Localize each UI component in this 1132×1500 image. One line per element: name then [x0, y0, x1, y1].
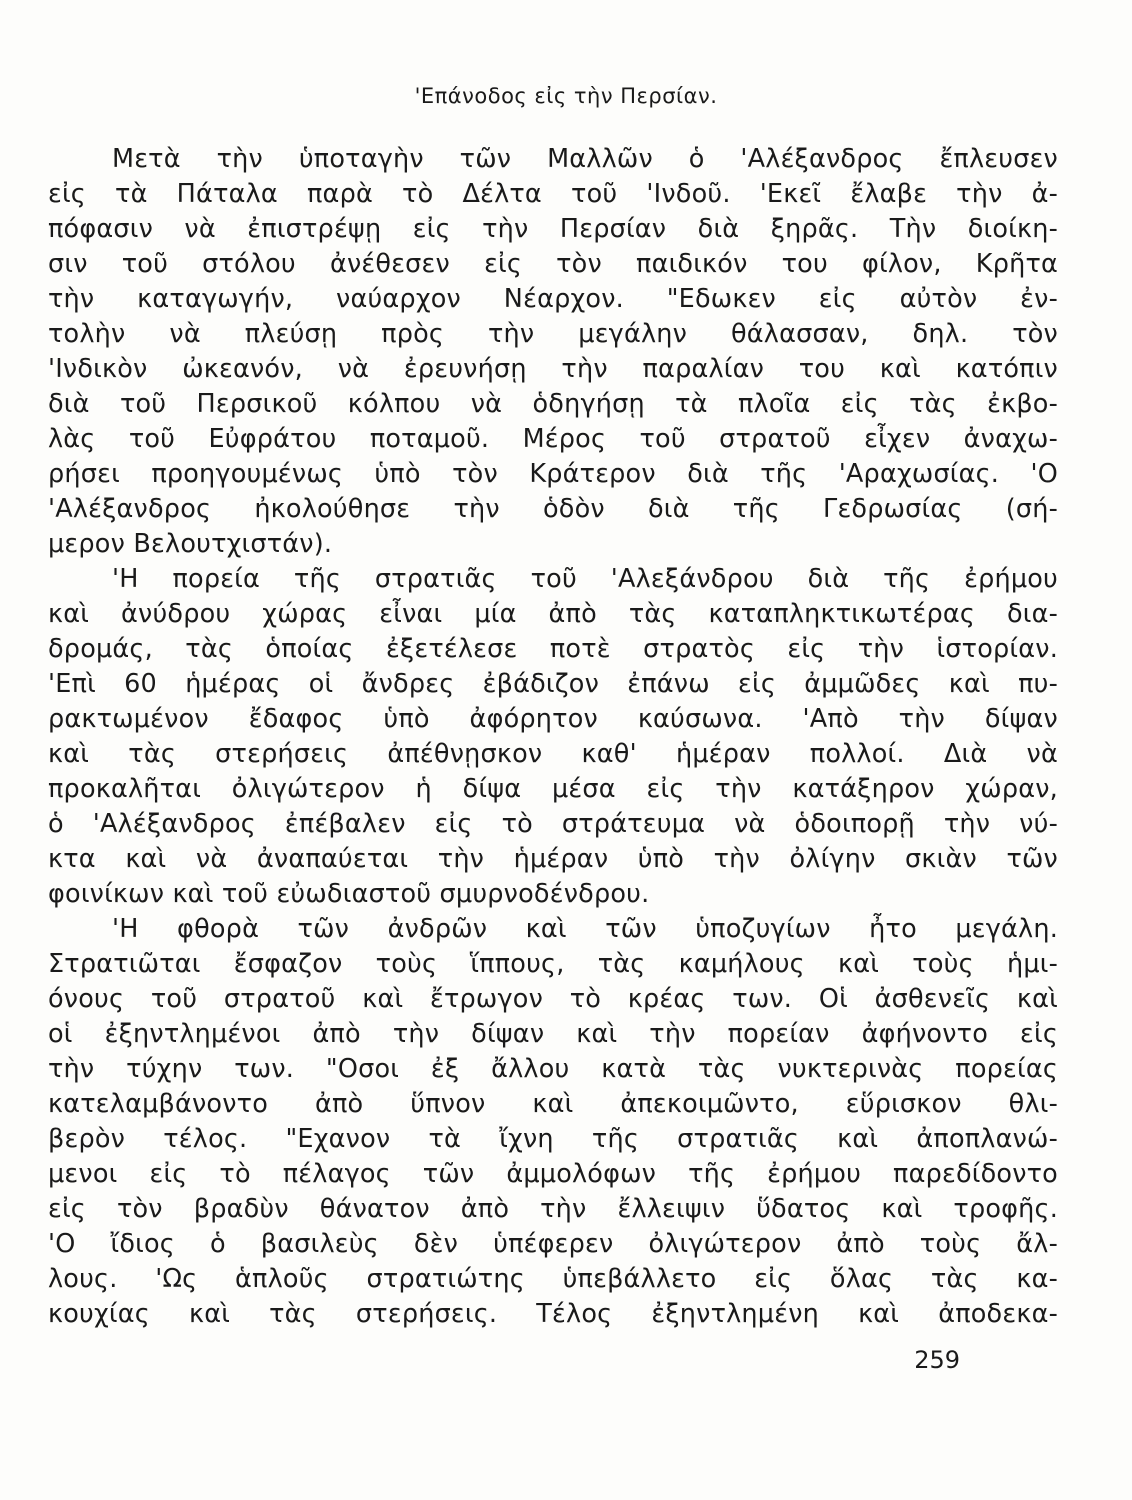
text-line: πόφασιν νὰ ἐπιστρέψῃ εἰς τὴν Περσίαν διὰ ξηρᾶς. Τὴν διοίκη- — [48, 214, 1058, 244]
text-line: τολὴν νὰ πλεύσῃ πρὸς τὴν μεγάλην θάλασσαν, δηλ. τὸν — [48, 319, 1058, 349]
text-line: διὰ τοῦ Περσικοῦ κόλπου νὰ ὁδηγήσῃ τὰ πλοῖα εἰς τὰς ἐκβο- — [48, 389, 1058, 419]
text-line: μερον Βελουτχιστάν). — [48, 529, 333, 559]
text-line: οἱ ἐξηντλημένοι ἀπὸ τὴν δίψαν καὶ τὴν πορείαν ἀφήνοντο εἰς — [48, 1019, 1058, 1049]
text-line: μενοι εἰς τὸ πέλαγος τῶν ἀμμολόφων τῆς ἐρήμου παρεδίδοντο — [48, 1159, 1058, 1189]
text-line: ὁ 'Αλέξανδρος ἐπέβαλεν εἰς τὸ στράτευμα νὰ ὁδοιπορῇ τὴν νύ- — [48, 809, 1058, 839]
text-line: προκαλῆται ὀλιγώτερον ἡ δίψα μέσα εἰς τὴν κατάξηρον χώραν, — [48, 774, 1058, 804]
page-number: 259 — [914, 1346, 960, 1374]
body-text — [48, 142, 1058, 1332]
text-line: 'Ινδικὸν ὠκεανόν, νὰ ἐρευνήσῃ τὴν παραλίαν του καὶ κατόπιν — [48, 354, 1058, 384]
text-line: 'Επὶ 60 ἡμέρας οἱ ἄνδρες ἐβάδιζον ἐπάνω εἰς ἀμμῶδες καὶ πυ- — [48, 669, 1058, 699]
text-line: εἰς τὰ Πάταλα παρὰ τὸ Δέλτα τοῦ 'Ινδοῦ. 'Εκεῖ ἔλαβε τὴν ἀ- — [48, 179, 1058, 209]
text-line: κτα καὶ νὰ ἀναπαύεται τὴν ἡμέραν ὑπὸ τὴν ὀλίγην σκιὰν τῶν — [48, 844, 1058, 874]
text-line: βερὸν τέλος. "Εχανον τὰ ἴχνη τῆς στρατιᾶς καὶ ἀποπλανώ- — [48, 1124, 1058, 1154]
text-line: καὶ ἀνύδρου χώρας εἶναι μία ἀπὸ τὰς καταπληκτικωτέρας δια- — [48, 599, 1058, 629]
text-line: 'Η πορεία τῆς στρατιᾶς τοῦ 'Αλεξάνδρου διὰ τῆς ἐρήμου — [112, 564, 1058, 594]
text-line: ρήσει προηγουμένως ὑπὸ τὸν Κράτερον διὰ τῆς 'Αραχωσίας. 'Ο — [48, 459, 1058, 489]
text-line: τὴν καταγωγήν, ναύαρχον Νέαρχον. "Εδωκεν εἰς αὐτὸν ἐν- — [48, 284, 1058, 314]
text-line: λὰς τοῦ Εὐφράτου ποταμοῦ. Μέρος τοῦ στρατοῦ εἶχεν ἀναχω- — [48, 424, 1058, 454]
running-head: 'Επάνοδος εἰς τὴν Περσίαν. — [414, 84, 718, 108]
text-line: κατελαμβάνοντο ἀπὸ ὕπνον καὶ ἀπεκοιμῶντο, εὕρισκον θλι- — [48, 1089, 1058, 1119]
text-line: 'Η φθορὰ τῶν ἀνδρῶν καὶ τῶν ὑποζυγίων ἦτο μεγάλη. — [112, 914, 1058, 944]
text-line: 'Ο ἴδιος ὁ βασιλεὺς δὲν ὑπέφερεν ὀλιγώτερον ἀπὸ τοὺς ἄλ- — [48, 1229, 1058, 1259]
text-line: όνους τοῦ στρατοῦ καὶ ἔτρωγον τὸ κρέας των. Οἱ ἀσθενεῖς καὶ — [48, 984, 1058, 1014]
text-line: καὶ τὰς στερήσεις ἀπέθνῃσκον καθ' ἡμέραν πολλοί. Διὰ νὰ — [48, 739, 1058, 769]
text-line: Στρατιῶται ἔσφαζον τοὺς ἵππους, τὰς καμήλους καὶ τοὺς ἡμι- — [48, 949, 1058, 979]
text-line: κουχίας καὶ τὰς στερήσεις. Τέλος ἐξηντλημένη καὶ ἀποδεκα- — [48, 1299, 1058, 1329]
text-line: τὴν τύχην των. "Οσοι ἐξ ἄλλου κατὰ τὰς νυκτερινὰς πορείας — [48, 1054, 1058, 1084]
text-line: φοινίκων καὶ τοῦ εὐωδιαστοῦ σμυρνοδένδρου. — [48, 879, 650, 909]
text-line: λους. 'Ως ἁπλοῦς στρατιώτης ὑπεβάλλετο εἰς ὅλας τὰς κα- — [48, 1264, 1058, 1294]
text-line: δρομάς, τὰς ὁποίας ἐξετέλεσε ποτὲ στρατὸς εἰς τὴν ἱστορίαν. — [48, 634, 1058, 664]
text-line: σιν τοῦ στόλου ἀνέθεσεν εἰς τὸν παιδικόν του φίλον, Κρῆτα — [48, 249, 1058, 279]
text-line: ρακτωμένον ἔδαφος ὑπὸ ἀφόρητον καύσωνα. 'Απὸ τὴν δίψαν — [48, 704, 1058, 734]
text-line: 'Αλέξανδρος ἠκολούθησε τὴν ὁδὸν διὰ τῆς Γεδρωσίας (σή- — [48, 494, 1058, 524]
text-line: Μετὰ τὴν ὑποταγὴν τῶν Μαλλῶν ὁ 'Αλέξανδρος ἔπλευσεν — [112, 144, 1058, 174]
text-line: εἰς τὸν βραδὺν θάνατον ἀπὸ τὴν ἔλλειψιν ὕδατος καὶ τροφῆς. — [48, 1194, 1058, 1224]
